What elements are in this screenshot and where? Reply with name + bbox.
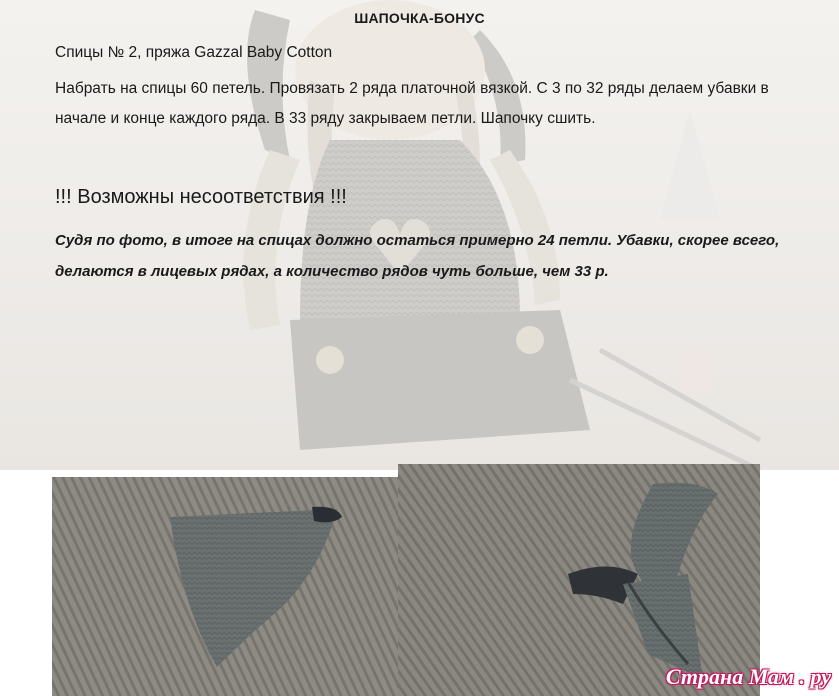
warning-heading: !!! Возможны несоответствия !!! xyxy=(55,186,347,208)
knitted-piece-photo-left xyxy=(52,477,398,696)
instructions-line-1: Набрать на спицы 60 петель. Провязать 2 ряда платочной вязкой. С 3 по 32 ряды делаем убавки в xyxy=(55,80,769,97)
note-line-2: делаются в лицевых рядах, а количество рядов чуть больше, чем 33 р. xyxy=(55,263,609,280)
document-title: ШАПОЧКА-БОНУС xyxy=(354,10,485,26)
note-line-1: Судя по фото, в итоге на спицах должно остаться примерно 24 петли. Убавки, скорее всего, xyxy=(55,232,780,249)
needles-yarn-line: Спицы № 2, пряжа Gazzal Baby Cotton xyxy=(55,44,333,61)
instructions-line-2: начале и конце каждого ряда. В 33 ряду закрываем петли. Шапочку сшить. xyxy=(55,110,596,127)
site-watermark: Страна Мам . ру xyxy=(665,664,831,689)
knitted-piece-photo-right xyxy=(398,464,760,696)
